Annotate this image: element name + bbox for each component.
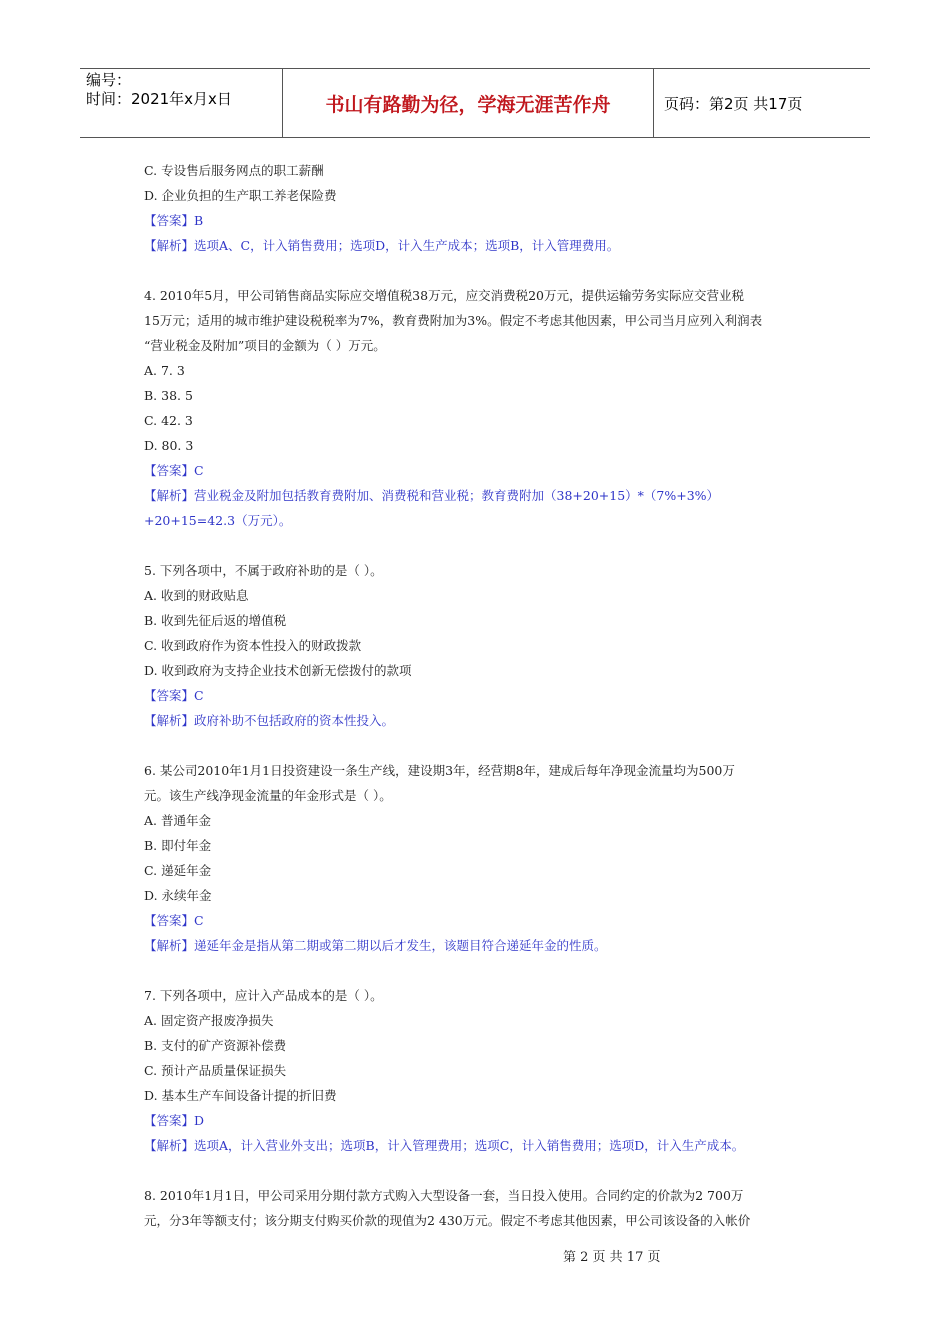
answer-line: 【答案】B bbox=[144, 213, 204, 228]
question-line: “营业税金及附加”项目的金额为（ ）万元。 bbox=[144, 338, 386, 353]
paragraph-gap bbox=[144, 1158, 804, 1183]
question-line: A. 7. 3 bbox=[144, 363, 185, 378]
question-line: 4. 2010年5月，甲公司销售商品实际应交增值税38万元，应交消费税20万元，提供运输劳务实际应交营业税 bbox=[144, 288, 744, 303]
question-line: C. 收到政府作为资本性投入的财政拨款 bbox=[144, 638, 362, 653]
question-line: D. 企业负担的生产职工养老保险费 bbox=[144, 188, 337, 203]
explanation-line: 【解析】递延年金是指从第二期或第二期以后才发生，该题目符合递延年金的性质。 bbox=[144, 938, 607, 953]
header-page-info: 页码：第2页 共17页 bbox=[664, 94, 803, 113]
question-line: D. 收到政府为支持企业技术创新无偿拨付的款项 bbox=[144, 663, 412, 678]
explanation-line: 【解析】政府补助不包括政府的资本性投入。 bbox=[144, 713, 395, 728]
header-motto: 书山有路勤为径，学海无涯苦作舟 bbox=[282, 69, 654, 137]
question-line: 元。该生产线净现金流量的年金形式是（ ）。 bbox=[144, 788, 392, 803]
question-line: D. 基本生产车间设备计提的折旧费 bbox=[144, 1088, 337, 1103]
question-line: B. 收到先征后返的增值税 bbox=[144, 613, 287, 628]
question-line: 7. 下列各项中，应计入产品成本的是（ ）。 bbox=[144, 988, 383, 1003]
question-line: A. 收到的财政贴息 bbox=[144, 588, 249, 603]
answer-line: 【答案】C bbox=[144, 463, 204, 478]
question-line: A. 固定资产报废净损失 bbox=[144, 1013, 274, 1028]
question-line: C. 预计产品质量保证损失 bbox=[144, 1063, 287, 1078]
question-line: 8. 2010年1月1日，甲公司采用分期付款方式购入大型设备一套，当日投入使用。合同约定的价款为2 700万 bbox=[144, 1188, 744, 1203]
header-time-label: 时间：2021年x月x日 bbox=[86, 90, 232, 108]
question-line: D. 永续年金 bbox=[144, 888, 212, 903]
question-line: C. 递延年金 bbox=[144, 863, 212, 878]
document-body bbox=[144, 158, 804, 1233]
question-line: D. 80. 3 bbox=[144, 438, 194, 453]
question-line: 6. 某公司2010年1月1日投资建设一条生产线，建设期3年，经营期8年，建成后每年净现金流量均为500万 bbox=[144, 763, 735, 778]
question-line: B. 即付年金 bbox=[144, 838, 212, 853]
question-line: 5. 下列各项中，不属于政府补助的是（ ）。 bbox=[144, 563, 383, 578]
paragraph-gap bbox=[144, 958, 804, 983]
header-meta bbox=[80, 69, 282, 137]
explanation-line: +20+15=42.3（万元）。 bbox=[144, 513, 292, 528]
question-line: C. 专设售后服务网点的职工薪酬 bbox=[144, 163, 324, 178]
explanation-line: 【解析】选项A，计入营业外支出；选项B，计入管理费用；选项C，计入销售费用；选项D，计入生产成本。 bbox=[144, 1138, 745, 1153]
answer-line: 【答案】C bbox=[144, 913, 204, 928]
answer-line: 【答案】D bbox=[144, 1113, 205, 1128]
question-line: 元，分3年等额支付；该分期支付购买价款的现值为2 430万元。假定不考虑其他因素，甲公司该设备的入帐价 bbox=[144, 1213, 751, 1228]
paragraph-gap bbox=[144, 533, 804, 558]
question-line: C. 42. 3 bbox=[144, 413, 193, 428]
paragraph-gap bbox=[144, 258, 804, 283]
explanation-line: 【解析】选项A、C，计入销售费用；选项D，计入生产成本；选项B，计入管理费用。 bbox=[144, 238, 620, 253]
answer-line: 【答案】C bbox=[144, 688, 204, 703]
question-line: 15万元；适用的城市维护建设税税率为7%，教育费附加为3%。假定不考虑其他因素，甲公司当月应列入利润表 bbox=[144, 313, 763, 328]
header-number-label: 编号： bbox=[86, 71, 132, 89]
paragraph-gap bbox=[144, 733, 804, 758]
question-line: B. 38. 5 bbox=[144, 388, 193, 403]
page-header bbox=[80, 68, 870, 138]
explanation-line: 【解析】营业税金及附加包括教育费附加、消费税和营业税；教育费附加（38+20+15）*（7%+3%） bbox=[144, 488, 720, 503]
page-footer: 第 2 页 共 17 页 bbox=[563, 1250, 661, 1265]
question-line: B. 支付的矿产资源补偿费 bbox=[144, 1038, 287, 1053]
question-line: A. 普通年金 bbox=[144, 813, 211, 828]
